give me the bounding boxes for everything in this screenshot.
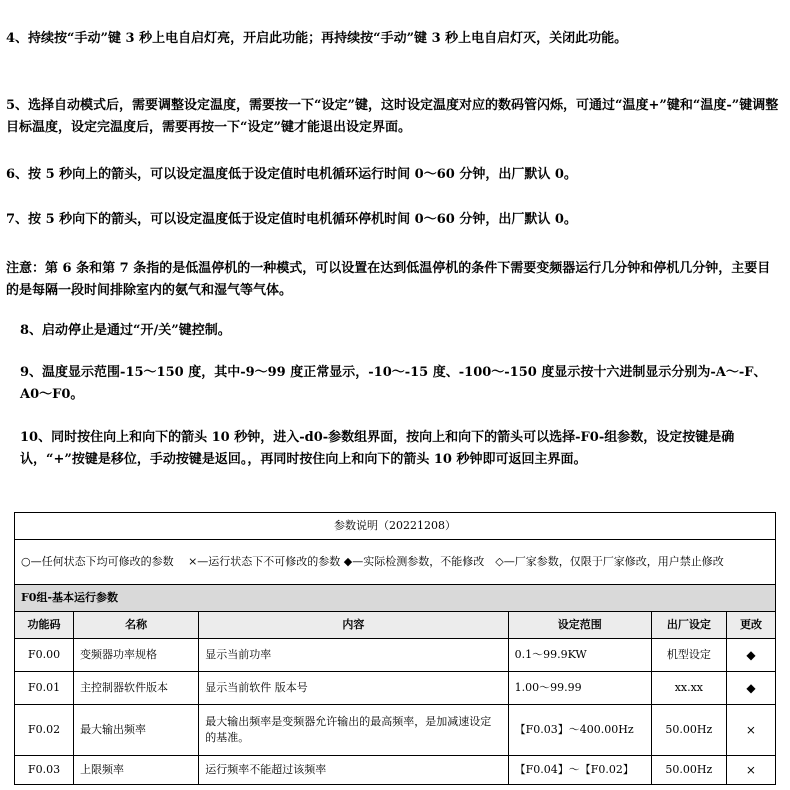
cell-range: 【F0.04】～【F0.02】	[508, 756, 651, 785]
table-legend: ○—任何状态下均可修改的参数 ×—运行状态下不可修改的参数 ◆—实际检测参数，不能修改 ◇—厂家参数，仅限于厂家修改，用户禁止修改	[15, 540, 776, 585]
cell-range: 0.1～99.9KW	[508, 639, 651, 672]
cell-content: 最大输出频率是变频器允许输出的最高频率，是加减速设定的基准。	[199, 705, 508, 756]
cell-content: 显示当前软件 版本号	[199, 672, 508, 705]
cell-change: ◆	[726, 639, 775, 672]
cell-code: F0.01	[15, 672, 74, 705]
cell-code: F0.00	[15, 639, 74, 672]
cell-range: 1.00～99.99	[508, 672, 651, 705]
table-row	[15, 672, 776, 705]
paragraph-7: 7、按 5 秒向下的箭头，可以设定温度低于设定值时电机循环停机时间 0～60 分钟，出厂默认 0。	[6, 212, 577, 227]
parameter-table	[14, 512, 776, 785]
cell-code: F0.02	[15, 705, 74, 756]
header-content: 内容	[199, 612, 508, 639]
cell-default: 机型设定	[651, 639, 726, 672]
cell-default: 50.00Hz	[651, 705, 726, 756]
header-default: 出厂设定	[651, 612, 726, 639]
paragraph-4: 4、持续按“手动”键 3 秒上电自启灯亮，开启此功能；再持续按“手动”键 3 秒上电自启灯灭，关闭此功能。	[6, 31, 628, 46]
cell-code: F0.03	[15, 756, 74, 785]
paragraph-10: 10、同时按住向上和向下的箭头 10 秒钟，进入-d0-参数组界面，按向上和向下的箭头可以选择-F0-组参数，设定按键是确认，“+”按键是移位，手动按键是返回。，再同时按住向上和向下的箭头 10 秒钟即可返回主界面。	[20, 430, 735, 467]
cell-default: 50.00Hz	[651, 756, 726, 785]
table-row	[15, 705, 776, 756]
cell-name: 最大输出频率	[74, 705, 199, 756]
table-header-row	[15, 612, 776, 639]
cell-name: 上限频率	[74, 756, 199, 785]
cell-default: xx.xx	[651, 672, 726, 705]
cell-name: 变频器功率规格	[74, 639, 199, 672]
table-title: 参数说明（20221208）	[15, 513, 776, 540]
paragraph-9: 9、温度显示范围-15～150 度，其中-9～99 度正常显示，-10～-15 度、-100～-150 度显示按十六进制显示分别为-A～-F、A0～F0。	[20, 365, 767, 402]
header-code: 功能码	[15, 612, 74, 639]
paragraph-8: 8、启动停止是通过“开/关”键控制。	[20, 323, 231, 338]
cell-range: 【F0.03】～400.00Hz	[508, 705, 651, 756]
header-range: 设定范围	[508, 612, 651, 639]
header-change: 更改	[726, 612, 775, 639]
header-name: 名称	[74, 612, 199, 639]
cell-content: 运行频率不能超过该频率	[199, 756, 508, 785]
table-row	[15, 639, 776, 672]
cell-name: 主控制器软件版本	[74, 672, 199, 705]
cell-change: ×	[726, 705, 775, 756]
table-row	[15, 756, 776, 785]
cell-change: ×	[726, 756, 775, 785]
note-paragraph: 注意：第 6 条和第 7 条指的是低温停机的一种模式，可以设置在达到低温停机的条件下需要变频器运行几分钟和停机几分钟，主要目的是每隔一段时间排除室内的氨气和湿气等气体。	[6, 261, 771, 298]
cell-content: 显示当前功率	[199, 639, 508, 672]
paragraph-6: 6、按 5 秒向上的箭头，可以设定温度低于设定值时电机循环运行时间 0～60 分钟，出厂默认 0。	[6, 167, 577, 182]
cell-change: ◆	[726, 672, 775, 705]
paragraph-5: 5、选择自动模式后，需要调整设定温度，需要按一下“设定”键，这时设定温度对应的数码管闪烁，可通过“温度+”键和“温度-”键调整目标温度，设定完温度后，需要再按一下“设定”键才能退出设定界面。	[6, 98, 779, 135]
group-header: F0组-基本运行参数	[15, 585, 776, 612]
